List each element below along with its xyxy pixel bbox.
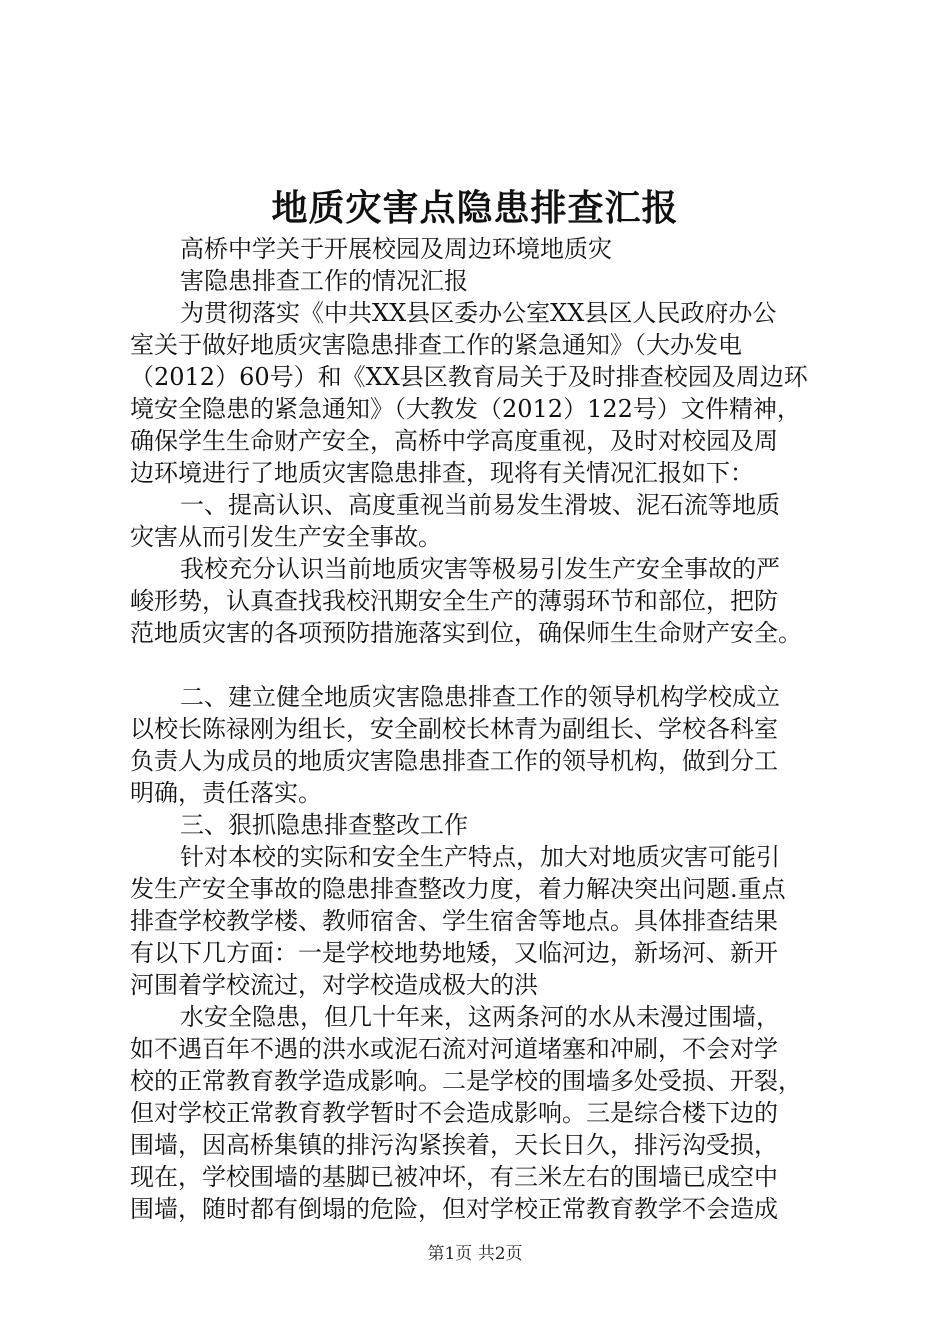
body-line: 害隐患排查工作的情况汇报	[180, 267, 468, 295]
body-line: 排查学校教学楼、教师宿舍、学生宿舍等地点。具体排查结果	[130, 907, 778, 935]
body-line: 有以下几方面：一是学校地势地矮，又临河边，新场河、新开	[130, 939, 778, 967]
body-line: 针对本校的实际和安全生产特点，加大对地质灾害可能引	[180, 843, 780, 871]
body-line: 围墙，随时都有倒塌的危险，但对学校正常教育教学不会造成	[130, 1195, 778, 1223]
body-line: 室关于做好地质灾害隐患排查工作的紧急通知》（大办发电	[130, 331, 742, 359]
document-body	[130, 233, 830, 1225]
body-line: 境安全隐患的紧急通知》（大教发（2012）122号）文件精神，	[130, 395, 801, 423]
body-line: 我校充分认识当前地质灾害等极易引发生产安全事故的严	[180, 555, 780, 583]
body-line: 现在，学校围墙的基脚已被冲坏，有三米左右的围墙已成空中	[130, 1163, 778, 1191]
document-title: 地质灾害点隐患排查汇报	[271, 187, 679, 229]
blank-line	[130, 649, 830, 681]
body-line: 校的正常教育教学造成影响。二是学校的围墙多处受损、开裂，	[130, 1067, 802, 1095]
body-line: 边环境进行了地质灾害隐患排查，现将有关情况汇报如下：	[130, 459, 754, 487]
body-line: 明确，责任落实。	[130, 779, 322, 807]
body-line: 水安全隐患，但几十年来，这两条河的水从未漫过围墙，	[180, 1003, 780, 1031]
body-line: 河围着学校流过，对学校造成极大的洪	[130, 971, 538, 999]
body-line: 峻形势，认真查找我校汛期安全生产的薄弱环节和部位，把防	[130, 587, 778, 615]
body-line: 以校长陈禄刚为组长，安全副校长林青为副组长、学校各科室	[130, 715, 778, 743]
body-line: 确保学生生命财产安全，高桥中学高度重视，及时对校园及周	[130, 427, 778, 455]
body-line: 发生产安全事故的隐患排查整改力度，着力解决突出问题.重点	[130, 875, 786, 903]
body-line: 但对学校正常教育教学暂时不会造成影响。三是综合楼下边的	[130, 1099, 778, 1127]
body-line: 如不遇百年不遇的洪水或泥石流对河道堵塞和冲刷，不会对学	[130, 1035, 778, 1063]
body-line: （2012）60号）和《XX县区教育局关于及时排查校园及周边环	[130, 363, 808, 391]
body-line: 一、提高认识、高度重视当前易发生滑坡、泥石流等地质	[180, 491, 780, 519]
body-line: 高桥中学关于开展校园及周边环境地质灾	[180, 235, 612, 263]
page-footer: 第1页 共2页	[427, 1244, 523, 1264]
body-line: 负责人为成员的地质灾害隐患排查工作的领导机构，做到分工	[130, 747, 778, 775]
body-line: 范地质灾害的各项预防措施落实到位，确保师生生命财产安全。	[130, 619, 802, 647]
body-line: 为贯彻落实《中共XX县区委办公室XX县区人民政府办公	[180, 299, 777, 327]
body-line: 三、狠抓隐患排查整改工作	[180, 811, 468, 839]
body-line: 二、建立健全地质灾害隐患排查工作的领导机构学校成立	[180, 683, 780, 711]
body-line: 灾害从而引发生产安全事故。	[130, 523, 442, 551]
body-line: 围墙，因高桥集镇的排污沟紧挨着，天长日久，排污沟受损，	[130, 1131, 778, 1159]
